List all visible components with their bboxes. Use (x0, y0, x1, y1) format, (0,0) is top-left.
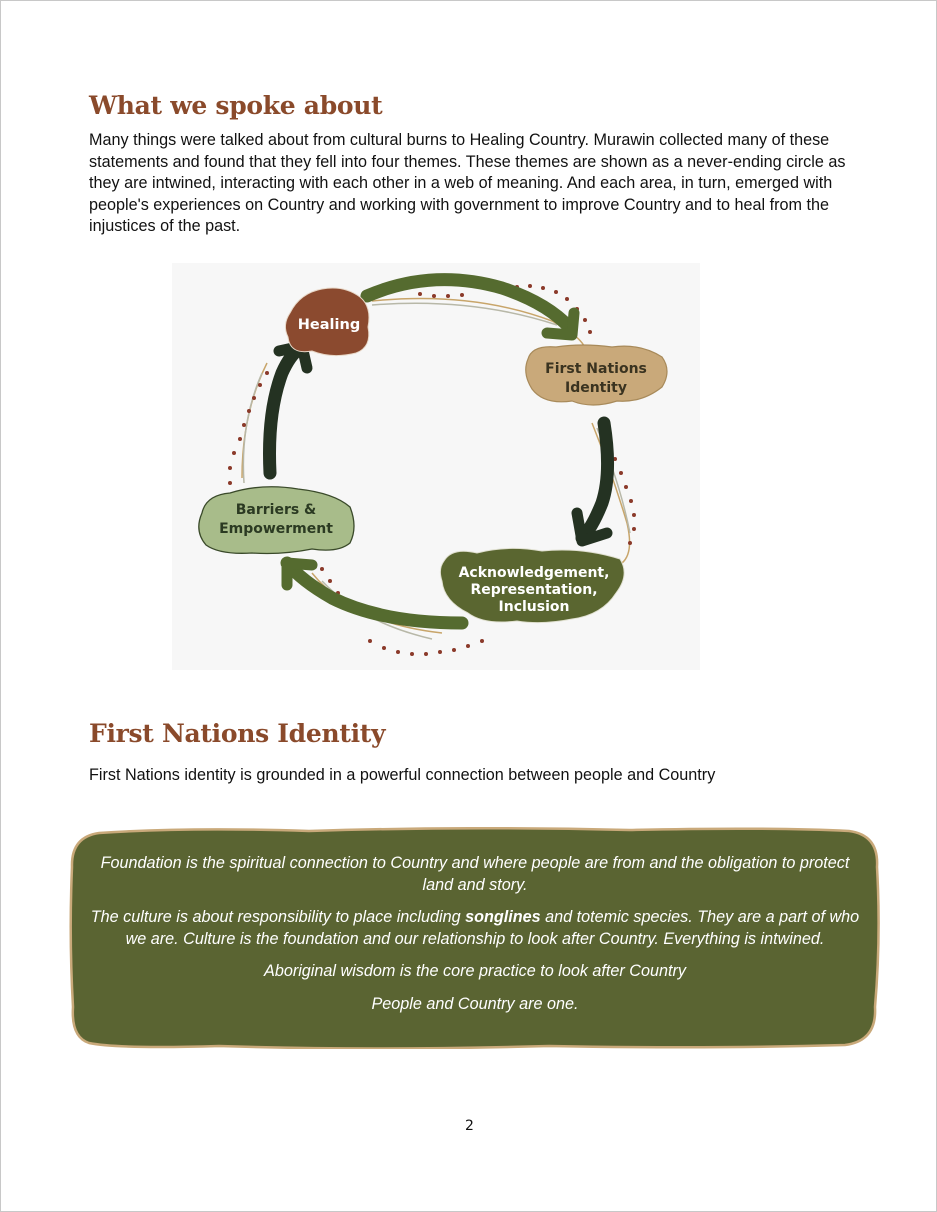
arrow-identity-to-acknowledgement (582, 423, 608, 538)
node-label-barriers-line2: Empowerment (219, 521, 333, 537)
node-label-barriers-line1: Barriers & (235, 502, 317, 518)
arrow-barriers-to-healing (270, 348, 301, 473)
node-label-healing: Healing (297, 317, 361, 333)
quote-p2-text-end: and totemic species. They are a part of who we are. Culture is the foundation and our relationship to look after Country. Everything is intwined. (125, 908, 860, 948)
section-heading-first-nations-identity: First Nations Identity (89, 719, 386, 748)
intro-paragraph: Many things were talked about from cultural burns to Healing Country. Murawin collected many of these statements and found that they fell into four themes. These themes are shown as a never-ending circle as they are intwined, interacting with each other in a web of meaning. And each area, in turn, emerged with people's experiences on Country and working with government to improve Country and to heal from the injustices of the past. (89, 131, 846, 235)
node-healing (285, 288, 369, 356)
node-barriers (199, 487, 354, 554)
quote-p2-text-start: The culture is about responsibility to place including (90, 908, 466, 926)
quote-paragraph-1: Foundation is the spiritual connection to Country and where people are from and the obligation to protect land and story. (100, 854, 850, 894)
quote-paragraph-4: People and Country are one. (371, 994, 579, 1013)
quote-paragraph-2 (89, 907, 861, 950)
node-label-ack-line3: Inclusion (498, 599, 570, 615)
node-label-identity-line2: Identity (564, 380, 628, 396)
identity-intro-paragraph: First Nations identity is grounded in a powerful connection between people and Country (89, 766, 716, 784)
node-label-ack-line1: Acknowledgement, (458, 565, 610, 581)
arrow-acknowledgement-to-barriers (287, 563, 462, 623)
node-label-identity-line1: First Nations (545, 361, 647, 377)
node-first-nations-identity (526, 345, 667, 405)
quote-content (89, 853, 861, 1026)
section-heading-what-we-spoke-about: What we spoke about (89, 91, 383, 120)
page-number: 2 (465, 1118, 474, 1134)
quote-callout-box (69, 827, 881, 1049)
quote-p2-bold-songlines: songlines (465, 908, 541, 926)
node-label-ack-line2: Representation, (470, 582, 598, 598)
quote-paragraph-3: Aboriginal wisdom is the core practice to look after Country (264, 962, 686, 980)
node-acknowledgement (440, 548, 624, 622)
themes-cycle-diagram (172, 263, 700, 670)
